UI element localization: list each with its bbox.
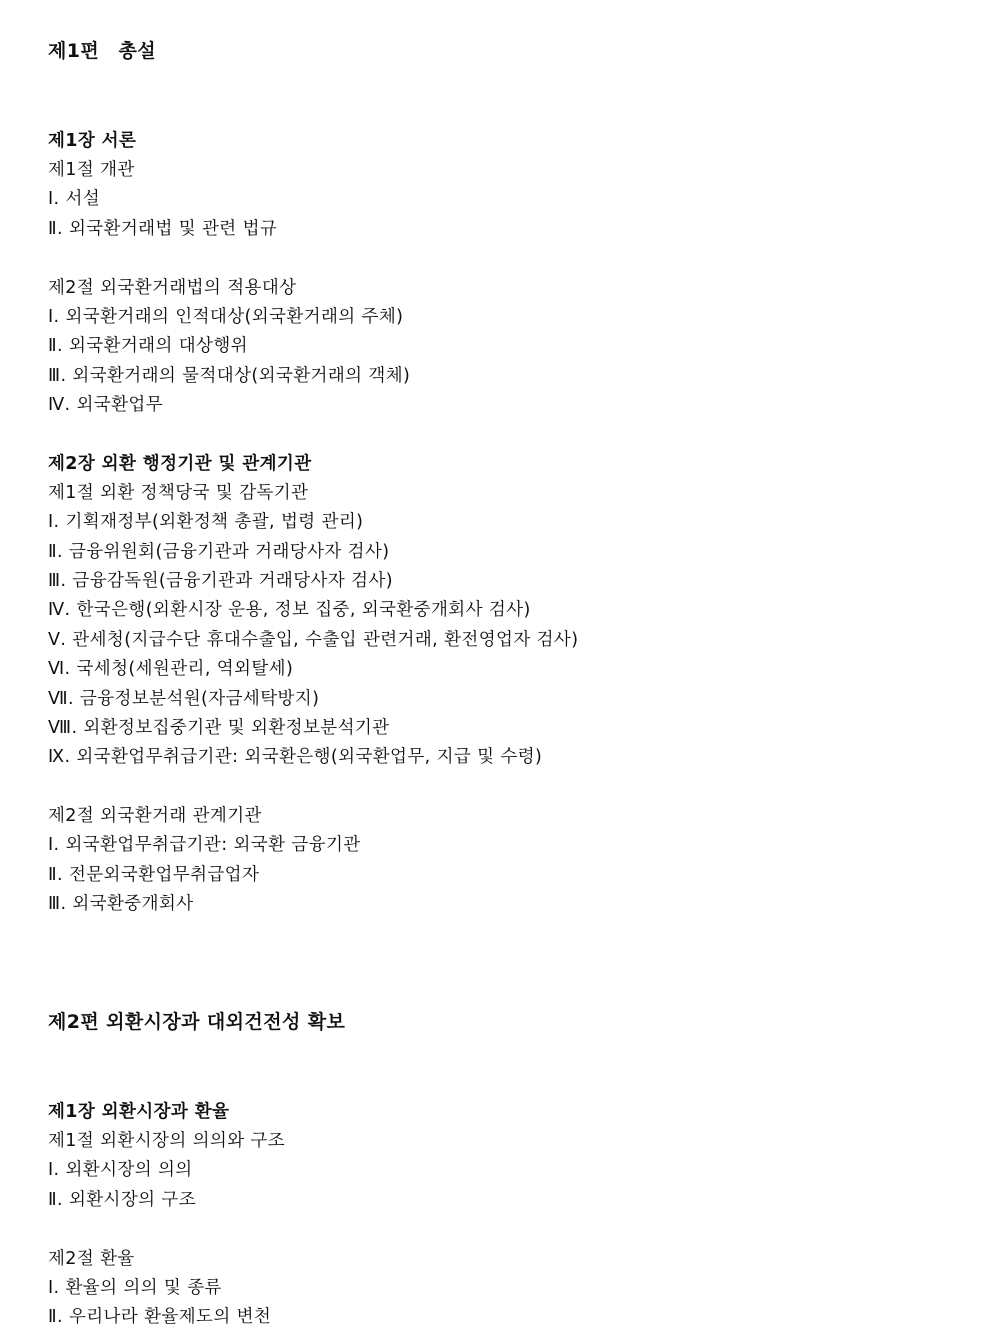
list-item: Ⅴ. 관세청(지급수단 휴대수출입, 수출입 관련거래, 환전영업자 검사) [48, 630, 579, 650]
section-title: 제2절 외국환거래 관계기관 [48, 806, 262, 826]
list-item: Ⅰ. 기획재정부(외환정책 총괄, 법령 관리) [48, 512, 364, 532]
chapter-title: 제1장 서론 [48, 131, 137, 151]
list-item: Ⅲ. 금융감독원(금융기관과 거래당사자 검사) [48, 571, 393, 591]
list-item: Ⅱ. 우리나라 환율제도의 변천 [48, 1307, 272, 1327]
list-item: Ⅱ. 외국환거래의 대상행위 [48, 336, 248, 356]
list-item: Ⅰ. 외국환거래의 인적대상(외국환거래의 주체) [48, 307, 404, 327]
list-item: Ⅰ. 외국환업무취급기관: 외국환 금융기관 [48, 835, 361, 855]
section-title: 제1절 개관 [48, 160, 135, 180]
list-item: Ⅸ. 외국환업무취급기관: 외국환은행(외국환업무, 지급 및 수령) [48, 747, 543, 767]
part-title: 제1편 총설 [48, 40, 157, 62]
list-item: Ⅲ. 외국환중개회사 [48, 894, 194, 914]
list-item: Ⅰ. 환율의 의의 및 종류 [48, 1278, 222, 1298]
list-item: Ⅳ. 외국환업무 [48, 395, 163, 415]
section-title: 제2절 외국환거래법의 적용대상 [48, 278, 297, 298]
list-item: Ⅵ. 국세청(세원관리, 역외탈세) [48, 659, 294, 679]
section-title: 제2절 환율 [48, 1249, 135, 1269]
list-item: Ⅱ. 전문외국환업무취급업자 [48, 865, 260, 885]
list-item: Ⅱ. 외국환거래법 및 관련 법규 [48, 219, 278, 239]
part-title: 제2편 외환시장과 대외건전성 확보 [48, 1011, 346, 1033]
list-item: Ⅷ. 외환정보집중기관 및 외환정보분석기관 [48, 718, 390, 738]
list-item: Ⅳ. 한국은행(외환시장 운용, 정보 집중, 외국환중개회사 검사) [48, 600, 531, 620]
section-title: 제1절 외환시장의 의의와 구조 [48, 1131, 286, 1151]
list-item: Ⅰ. 서설 [48, 189, 101, 209]
chapter-title: 제1장 외환시장과 환율 [48, 1102, 230, 1122]
list-item: Ⅲ. 외국환거래의 물적대상(외국환거래의 객체) [48, 366, 411, 386]
chapter-title: 제2장 외환 행정기관 및 관계기관 [48, 454, 312, 474]
list-item: Ⅱ. 외환시장의 구조 [48, 1190, 197, 1210]
section-title: 제1절 외환 정책당국 및 감독기관 [48, 483, 309, 503]
list-item: Ⅰ. 외환시장의 의의 [48, 1160, 193, 1180]
list-item: Ⅶ. 금융정보분석원(자금세탁방지) [48, 689, 320, 709]
list-item: Ⅱ. 금융위원회(금융기관과 거래당사자 검사) [48, 542, 390, 562]
